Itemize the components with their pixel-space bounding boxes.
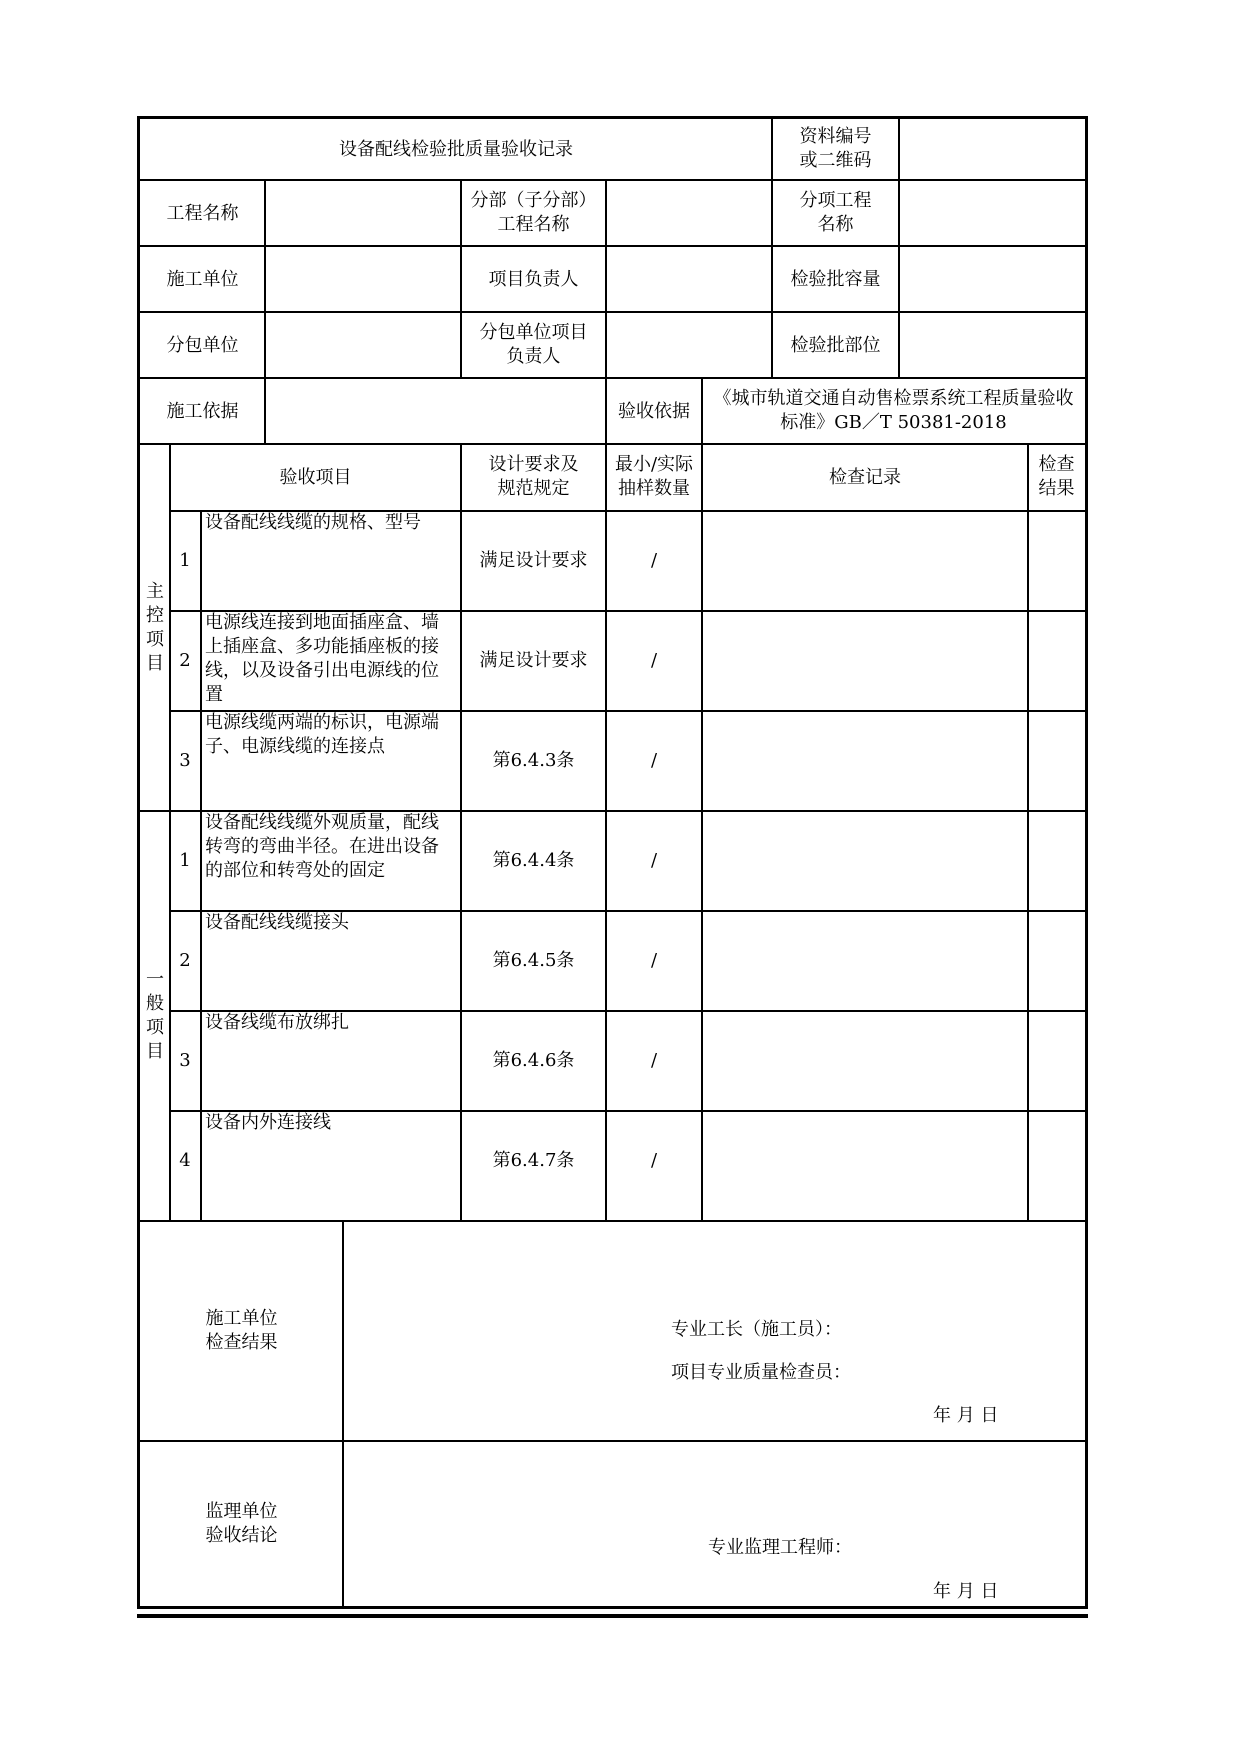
item-number: 4 xyxy=(179,1150,191,1171)
main-group-char: 目 xyxy=(146,652,164,674)
general-group-char: 般 xyxy=(146,993,164,1014)
item-sample-count[interactable]: / xyxy=(650,850,658,871)
item-requirement: 满足设计要求 xyxy=(479,650,588,671)
foreman-signature-label: 专业工长（施工员）： xyxy=(671,1319,842,1340)
project-name-label: 工程名称 xyxy=(166,202,239,224)
item-requirement: 第6.4.5条 xyxy=(492,950,575,971)
sub-item-label: 分项工程 名称 xyxy=(799,190,872,235)
item-description-line: 设备线缆布放绑扎 xyxy=(205,1012,349,1033)
item-check-result[interactable] xyxy=(1028,1011,1085,1110)
item-description xyxy=(201,811,460,910)
main-group-char: 项 xyxy=(146,628,164,650)
item-number: 1 xyxy=(179,550,191,571)
record-no-value[interactable] xyxy=(899,119,1085,179)
item-requirement: 第6.4.6条 xyxy=(492,1050,575,1071)
item-check-record[interactable] xyxy=(702,1011,1028,1110)
item-check-record[interactable] xyxy=(702,811,1028,910)
item-description-line: 置 xyxy=(205,684,223,705)
supervisor-date: 年 月 日 xyxy=(933,1581,999,1602)
item-description-line: 设备配线线缆外观质量，配线 xyxy=(205,812,439,833)
main-group-char: 主 xyxy=(146,580,164,602)
subcontractor-value[interactable] xyxy=(265,312,461,378)
item-check-record[interactable] xyxy=(702,1111,1028,1210)
supervisor-engineer-signature-label: 专业监理工程师： xyxy=(708,1537,852,1558)
item-number: 3 xyxy=(179,750,191,771)
col-sample-header: 最小/实际 抽样数量 xyxy=(614,454,694,499)
item-sample-count[interactable]: / xyxy=(650,950,658,971)
item-sample-count[interactable]: / xyxy=(650,1050,658,1071)
quality-inspector-signature-label: 项目专业质量检查员： xyxy=(671,1362,851,1383)
batch-location-label: 检验批部位 xyxy=(790,334,881,356)
item-description-line: 电源线连接到地面插座盒、墙 xyxy=(205,612,439,633)
item-description-line: 设备配线线缆接头 xyxy=(205,912,349,933)
project-name-value[interactable] xyxy=(265,180,461,246)
item-description-line: 子、电源线缆的连接点 xyxy=(205,736,385,757)
item-check-result[interactable] xyxy=(1028,511,1085,610)
item-sample-count[interactable]: / xyxy=(650,550,658,571)
form-title: 设备配线检验批质量验收记录 xyxy=(339,138,573,160)
acceptance-basis-label: 验收依据 xyxy=(618,400,690,422)
col-requirement-header: 设计要求及 规范规定 xyxy=(488,454,579,499)
col-record-header: 检查记录 xyxy=(829,466,901,488)
item-description xyxy=(201,611,460,710)
item-description-line: 线，以及设备引出电源线的位 xyxy=(205,660,439,681)
item-requirement: 第6.4.7条 xyxy=(492,1150,575,1171)
record-no-label: 资料编号 或二维码 xyxy=(799,126,872,171)
item-check-result[interactable] xyxy=(1028,611,1085,710)
item-sample-count[interactable]: / xyxy=(650,650,658,671)
contractor-value[interactable] xyxy=(265,246,461,312)
item-check-record[interactable] xyxy=(702,911,1028,1010)
item-check-record[interactable] xyxy=(702,511,1028,610)
construction-basis-label: 施工依据 xyxy=(166,400,239,422)
general-group-char: 一 xyxy=(146,969,164,990)
col-item-header: 验收项目 xyxy=(279,466,352,488)
item-description-line: 的部位和转弯处的固定 xyxy=(205,860,385,881)
item-sample-count[interactable]: / xyxy=(650,1150,658,1171)
item-requirement: 第6.4.3条 xyxy=(492,750,575,771)
item-check-record[interactable] xyxy=(702,711,1028,810)
general-group-label xyxy=(140,811,170,1221)
acceptance-standard: 《城市轨道交通自动售检票系统工程质量验收 标准》GB／T 50381-2018 xyxy=(713,388,1074,433)
item-requirement: 满足设计要求 xyxy=(479,550,588,571)
sub-division-value[interactable] xyxy=(606,180,772,246)
item-description xyxy=(201,711,460,810)
item-check-record[interactable] xyxy=(702,611,1028,710)
item-number: 2 xyxy=(179,650,191,671)
contractor-check-label: 施工单位 检查结果 xyxy=(205,1308,278,1353)
batch-location-value[interactable] xyxy=(899,312,1085,378)
sub-division-label: 分部（子分部） 工程名称 xyxy=(470,190,597,235)
item-check-result[interactable] xyxy=(1028,911,1085,1010)
item-description-line: 转弯的弯曲半径。在进出设备 xyxy=(205,836,439,857)
batch-capacity-value[interactable] xyxy=(899,246,1085,312)
main-group-char: 控 xyxy=(146,604,164,626)
bottom-rule xyxy=(137,1614,1088,1618)
item-description xyxy=(201,911,460,1010)
project-manager-label: 项目负责人 xyxy=(488,268,579,290)
contractor-date: 年 月 日 xyxy=(933,1405,999,1426)
item-number: 2 xyxy=(179,950,191,971)
item-description xyxy=(201,511,460,610)
sub-item-value[interactable] xyxy=(899,180,1085,246)
item-sample-count[interactable]: / xyxy=(650,750,658,771)
col-result-header: 检查 结果 xyxy=(1038,454,1075,499)
general-group-char: 项 xyxy=(146,1017,164,1038)
item-check-result[interactable] xyxy=(1028,1111,1085,1210)
construction-basis-value[interactable] xyxy=(265,378,606,444)
item-check-result[interactable] xyxy=(1028,811,1085,910)
batch-capacity-label: 检验批容量 xyxy=(790,268,881,290)
item-description-line: 电源线缆两端的标识，电源端 xyxy=(205,712,439,733)
sub-manager-label: 分包单位项目 负责人 xyxy=(479,322,588,367)
supervisor-check-label: 监理单位 验收结论 xyxy=(205,1500,278,1546)
item-description-line: 设备配线线缆的规格、型号 xyxy=(205,512,421,533)
item-check-result[interactable] xyxy=(1028,711,1085,810)
item-requirement: 第6.4.4条 xyxy=(492,850,575,871)
item-number: 3 xyxy=(179,1050,191,1071)
item-number: 1 xyxy=(179,850,191,871)
subcontractor-label: 分包单位 xyxy=(166,334,239,356)
general-group-char: 目 xyxy=(146,1041,164,1062)
sub-manager-value[interactable] xyxy=(606,312,772,378)
main-group-label xyxy=(140,444,170,811)
project-manager-value[interactable] xyxy=(606,246,772,312)
contractor-label: 施工单位 xyxy=(166,268,239,290)
item-description-line: 设备内外连接线 xyxy=(205,1112,331,1133)
item-description xyxy=(201,1011,460,1110)
item-description xyxy=(201,1111,460,1210)
item-description-line: 上插座盒、多功能插座板的接 xyxy=(205,636,439,657)
